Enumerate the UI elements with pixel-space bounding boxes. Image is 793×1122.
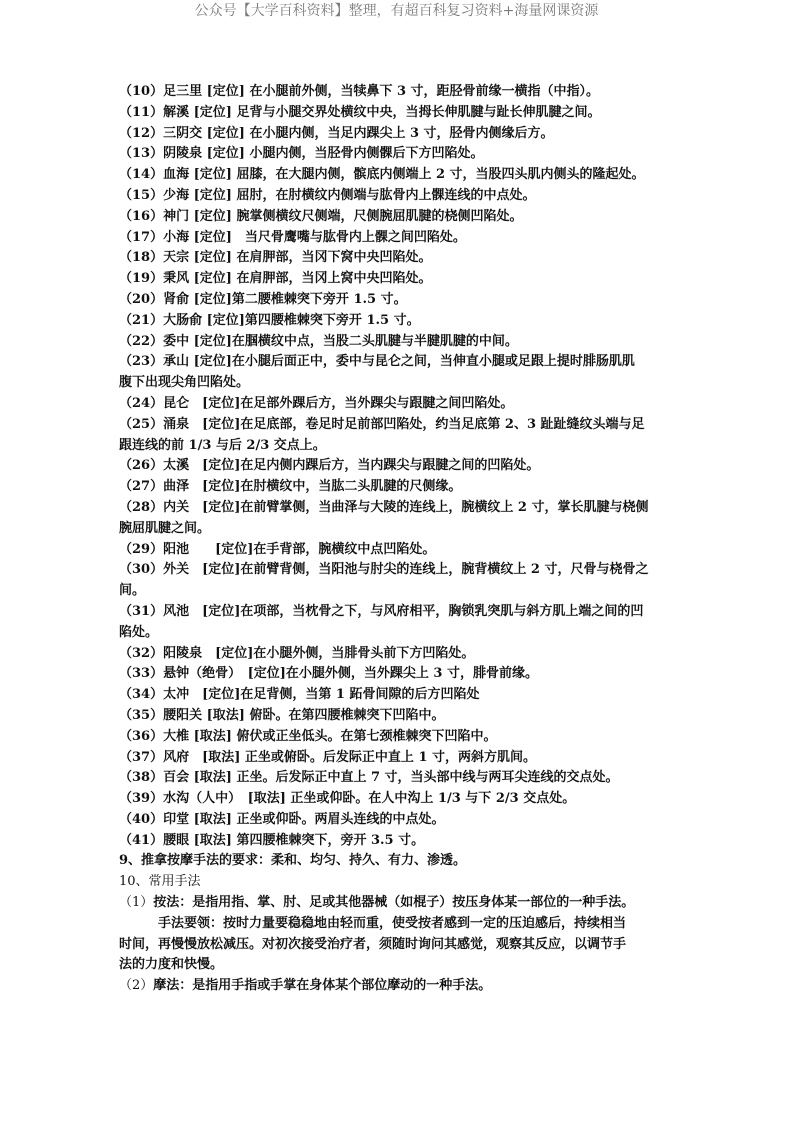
- technique-detail: 法的力度和快慢。: [119, 957, 224, 973]
- massage-requirements: 9、推拿按摩手法的要求：柔和、均匀、持久、有力、渗透。: [119, 853, 467, 869]
- acupoint-line: （31）风池 [定位]在项部，当枕骨之下，与风府相平，胸锁乳突肌与斜方肌上端之间的凹: [119, 603, 644, 619]
- acupoint-line: （38）百会 [取法] 正坐。后发际正中直上 7 寸，当头部中线与两耳尖连线的交点处。: [119, 770, 619, 786]
- acupoint-line: （22）委中 [定位]在腘横纹中点，当股二头肌腱与半腱肌腱的中间。: [119, 333, 518, 349]
- acupoint-line: （41）腰眼 [取法] 第四腰椎棘突下，旁开 3.5 寸。: [119, 832, 425, 848]
- acupoint-line: （27）曲泽 [定位]在肘横纹中，当肱二头肌腱的尺侧缘。: [119, 479, 462, 495]
- item-text: 摩法：是指用手指或手掌在身体某个部位摩动的一种手法。: [153, 978, 492, 994]
- item-label: （2）: [119, 978, 154, 994]
- item-text: 按法：是指用指、掌、肘、足或其他器械（如棍子）按压身体某一部位的一种手法。: [153, 895, 635, 911]
- acupoint-line: （24）昆仑 [定位]在足部外踝后方，当外踝尖与跟腱之间凹陷处。: [119, 395, 514, 411]
- acupoint-line: （40）印堂 [取法] 正坐或仰卧。两眉头连线的中点处。: [119, 811, 445, 827]
- item-label: （1）: [119, 895, 154, 911]
- acupoint-line: （16）神门 [定位] 腕掌侧横纹尺侧端，尺侧腕屈肌腱的桡侧凹陷处。: [119, 208, 523, 224]
- acupoint-line: （20）肾俞 [定位]第二腰椎棘突下旁开 1.5 寸。: [119, 291, 407, 307]
- acupoint-line: （19）秉风 [定位] 在肩胛部，当冈上窝中央凹陷处。: [119, 271, 432, 287]
- acupoint-line: （15）少海 [定位] 屈肘，在肘横纹内侧端与肱骨内上髁连线的中点处。: [119, 187, 536, 203]
- acupoint-line: （37）风府 [取法] 正坐或俯卧。后发际正中直上 1 寸，两斜方肌间。: [119, 749, 537, 765]
- acupoint-line: 腹下出现尖角凹陷处。: [119, 375, 250, 391]
- acupoint-line: （18）天宗 [定位] 在肩胛部，当冈下窝中央凹陷处。: [119, 250, 432, 266]
- acupoint-line: （28）内关 [定位]在前臂掌侧，当曲泽与大陵的连线上，腕横纹上 2 寸，掌长肌腱与桡侧: [119, 499, 649, 515]
- acupoint-line: （13）阴陵泉 [定位] 小腿内侧，当胫骨内侧髁后下方凹陷处。: [119, 146, 484, 162]
- acupoint-line: （32）阳陵泉 [定位]在小腿外侧，当腓骨头前下方凹陷处。: [119, 645, 475, 661]
- technique-detail: 时间，再慢慢放松减压。对初次接受治疗者，须随时询问其感觉，观察其反应，以调节手: [119, 936, 627, 952]
- acupoint-line: （12）三阴交 [定位] 在小腿内侧，当足内踝尖上 3 寸，胫骨内侧缘后方。: [119, 125, 554, 141]
- acupoint-line: （29）阳池 [定位]在手背部，腕横纹中点凹陷处。: [119, 541, 436, 557]
- acupoint-line: （39）水沟（人中） [取法] 正坐或仰卧。在人中沟上 1/3 与下 2/3 交点处。: [119, 791, 576, 807]
- acupoint-line: （35）腰阳关 [取法] 俯卧。在第四腰椎棘突下凹陷中。: [119, 707, 445, 723]
- acupoint-line: 腕屈肌腱之间。: [119, 520, 211, 536]
- acupoint-line: 间。: [119, 583, 146, 599]
- acupoint-line: （23）承山 [定位]在小腿后面正中，委中与昆仑之间，当伸直小腿或足跟上提时腓肠肌肌: [119, 354, 635, 370]
- section-10-title: 10、常用手法: [119, 874, 201, 890]
- acupoint-line: （26）太溪 [定位]在足内侧内踝后方，当内踝尖与跟腱之间的凹陷处。: [119, 458, 540, 474]
- page-header: 公众号【大学百科资料】整理，有超百科复习资料+海量网课资源: [194, 3, 599, 19]
- acupoint-line: （17）小海 [定位] 当尺骨鹰嘴与肱骨内上髁之间凹陷处。: [119, 229, 466, 245]
- acupoint-line: 跟连线的前 1/3 与后 2/3 交点上。: [119, 437, 326, 453]
- acupoint-line: （34）太冲 [定位]在足背侧，当第 1 跖骨间隙的后方凹陷处: [119, 687, 480, 703]
- acupoint-line: （10）足三里 [定位] 在小腿前外侧，当犊鼻下 3 寸，距胫骨前缘一横指（中指）。: [119, 84, 600, 99]
- technique-press: [119, 893, 679, 914]
- acupoint-line: （21）大肠俞 [定位]第四腰椎棘突下旁开 1.5 寸。: [119, 312, 420, 328]
- acupoint-line: （36）大椎 [取法] 俯伏或正坐低头。在第七颈椎棘突下凹陷中。: [119, 728, 497, 744]
- technique-detail: 手法要领：按时力量要稳稳地由轻而重，使受按者感到一定的压迫感后，持续相当: [119, 915, 627, 931]
- acupoint-line: （11）解溪 [定位] 足背与小腿交界处横纹中央，当拇长伸肌腱与趾长伸肌腱之间。: [119, 104, 601, 120]
- document-body: [119, 82, 679, 997]
- acupoint-line: （14）血海 [定位] 屈膝，在大腿内侧，髌底内侧端上 2 寸，当股四头肌内侧头的隆起处。: [119, 167, 645, 183]
- acupoint-line: （30）外关 [定位]在前臂背侧，当阳池与肘尖的连线上，腕背横纹上 2 寸，尺骨与桡骨之: [119, 562, 649, 578]
- acupoint-line: （33）悬钟（绝骨） [定位]在小腿外侧，当外踝尖上 3 寸，腓骨前缘。: [119, 666, 538, 682]
- acupoint-line: （25）涌泉 [定位]在足底部，卷足时足前部凹陷处，约当足底第 2、3 趾趾缝纹头端与足: [119, 416, 645, 432]
- technique-rub: [119, 976, 679, 997]
- acupoint-line: 陷处。: [119, 624, 159, 640]
